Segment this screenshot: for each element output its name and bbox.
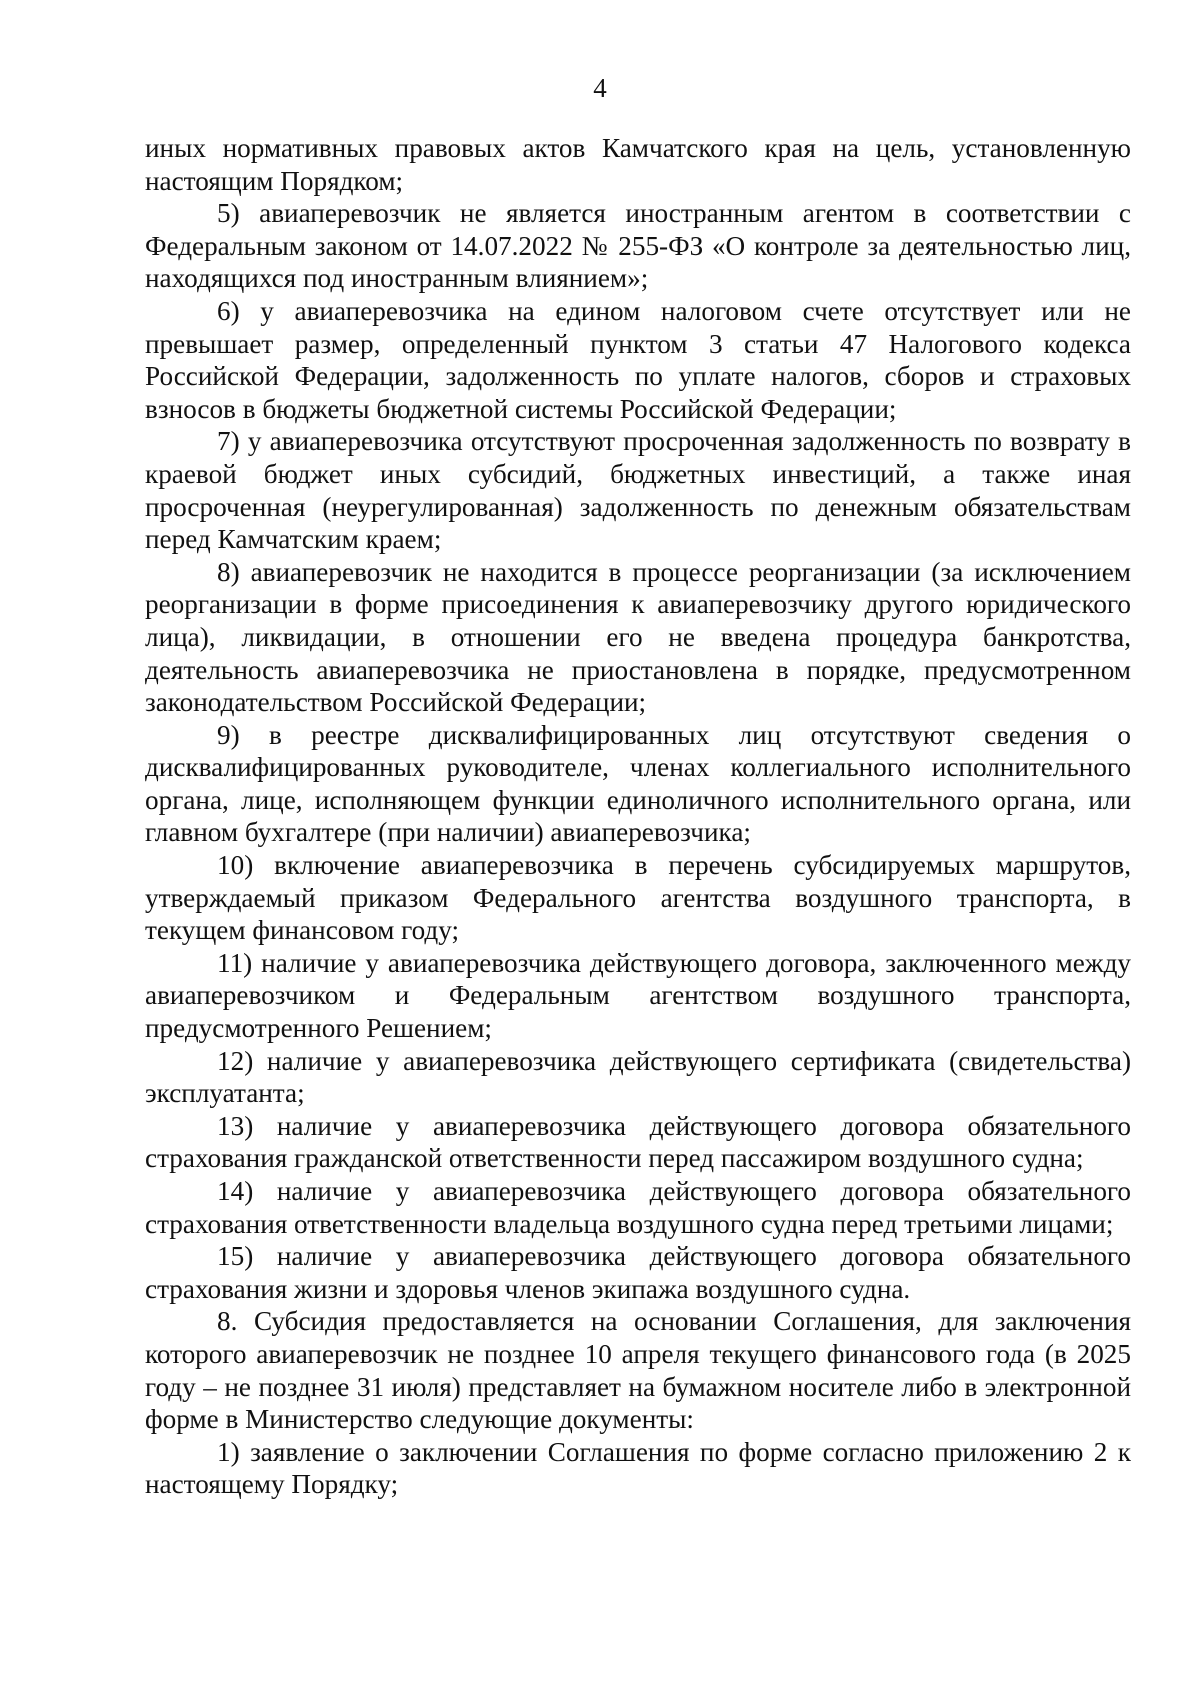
paragraph-item-12: 12) наличие у авиаперевозчика действующего сертификата (свидетельства) эксплуатанта; <box>145 1045 1131 1109</box>
paragraph-item-6: 6) у авиаперевозчика на едином налоговом счете отсутствует или не превышает размер, определенный пунктом 3 статьи 47 Налогового кодекса Российской Федерации, задолженность по уплате налогов, сборов и страховых взносов в бюджеты бюджетной системы Российской Федерации; <box>145 295 1131 424</box>
paragraph-item-13: 13) наличие у авиаперевозчика действующего договора обязательного страхования гражданской ответственности перед пассажиром воздушного судна; <box>145 1110 1131 1174</box>
section-8-paragraph: 8. Субсидия предоставляется на основании Соглашения, для заключения которого авиаперевозчик не позднее 10 апреля текущего финансового года (в 2025 году – не позднее 31 июля) представляет на бумажном носителе либо в электронной форме в Министерство следующие документы: <box>145 1306 1131 1435</box>
paragraph-item-8: 8) авиаперевозчик не находится в процессе реорганизации (за исключением реорганизации в форме присоединения к авиаперевозчику другого юридического лица), ликвидации, в отношении его не введена процедура банкротства, деятельность авиаперевозчика не приостановлена в порядке, предусмотренном законодательством Российской Федерации; <box>145 556 1131 718</box>
paragraph-subitem-1: 1) заявление о заключении Соглашения по форме согласно приложению 2 к настоящему Порядку; <box>145 1436 1131 1500</box>
paragraph-item-11: 11) наличие у авиаперевозчика действующего договора, заключенного между авиаперевозчиком и Федеральным агентством воздушного транспорта, предусмотренного Решением; <box>145 947 1131 1044</box>
paragraph-item-14: 14) наличие у авиаперевозчика действующего договора обязательного страхования ответственности владельца воздушного судна перед третьими лицами; <box>145 1176 1131 1239</box>
paragraph-item-10: 10) включение авиаперевозчика в перечень субсидируемых маршрутов, утверждаемый приказом Федерального агентства воздушного транспорта, в текущем финансовом году; <box>145 850 1131 946</box>
paragraph-item-9: 9) в реестре дисквалифицированных лиц отсутствуют сведения о дисквалифицированных руководителе, членах коллегиального исполнительного органа, лице, исполняющем функции единоличного исполнительного органа, или главном бухгалтере (при наличии) авиаперевозчика; <box>145 719 1131 848</box>
paragraph-item-5: 5) авиаперевозчик не является иностранным агентом в соответствии с Федеральным законом от 14.07.2022 № 255-ФЗ «О контроле за деятельностью лиц, находящихся под иностранным влиянием»; <box>145 198 1131 294</box>
paragraph-continuation: иных нормативных правовых актов Камчатского края на цель, установленную настоящим Порядком; <box>145 133 1131 196</box>
paragraph-item-15: 15) наличие у авиаперевозчика действующего договора обязательного страхования жизни и здоровья членов экипажа воздушного судна. <box>145 1241 1131 1304</box>
page-number: 4 <box>593 73 607 103</box>
document-body <box>145 132 1131 1501</box>
paragraph-item-7: 7) у авиаперевозчика отсутствуют просроченная задолженность по возврату в краевой бюджет иных субсидий, бюджетных инвестиций, а также иная просроченная (неурегулированная) задолженность по денежным обязательствам перед Камчатским краем; <box>145 426 1131 555</box>
